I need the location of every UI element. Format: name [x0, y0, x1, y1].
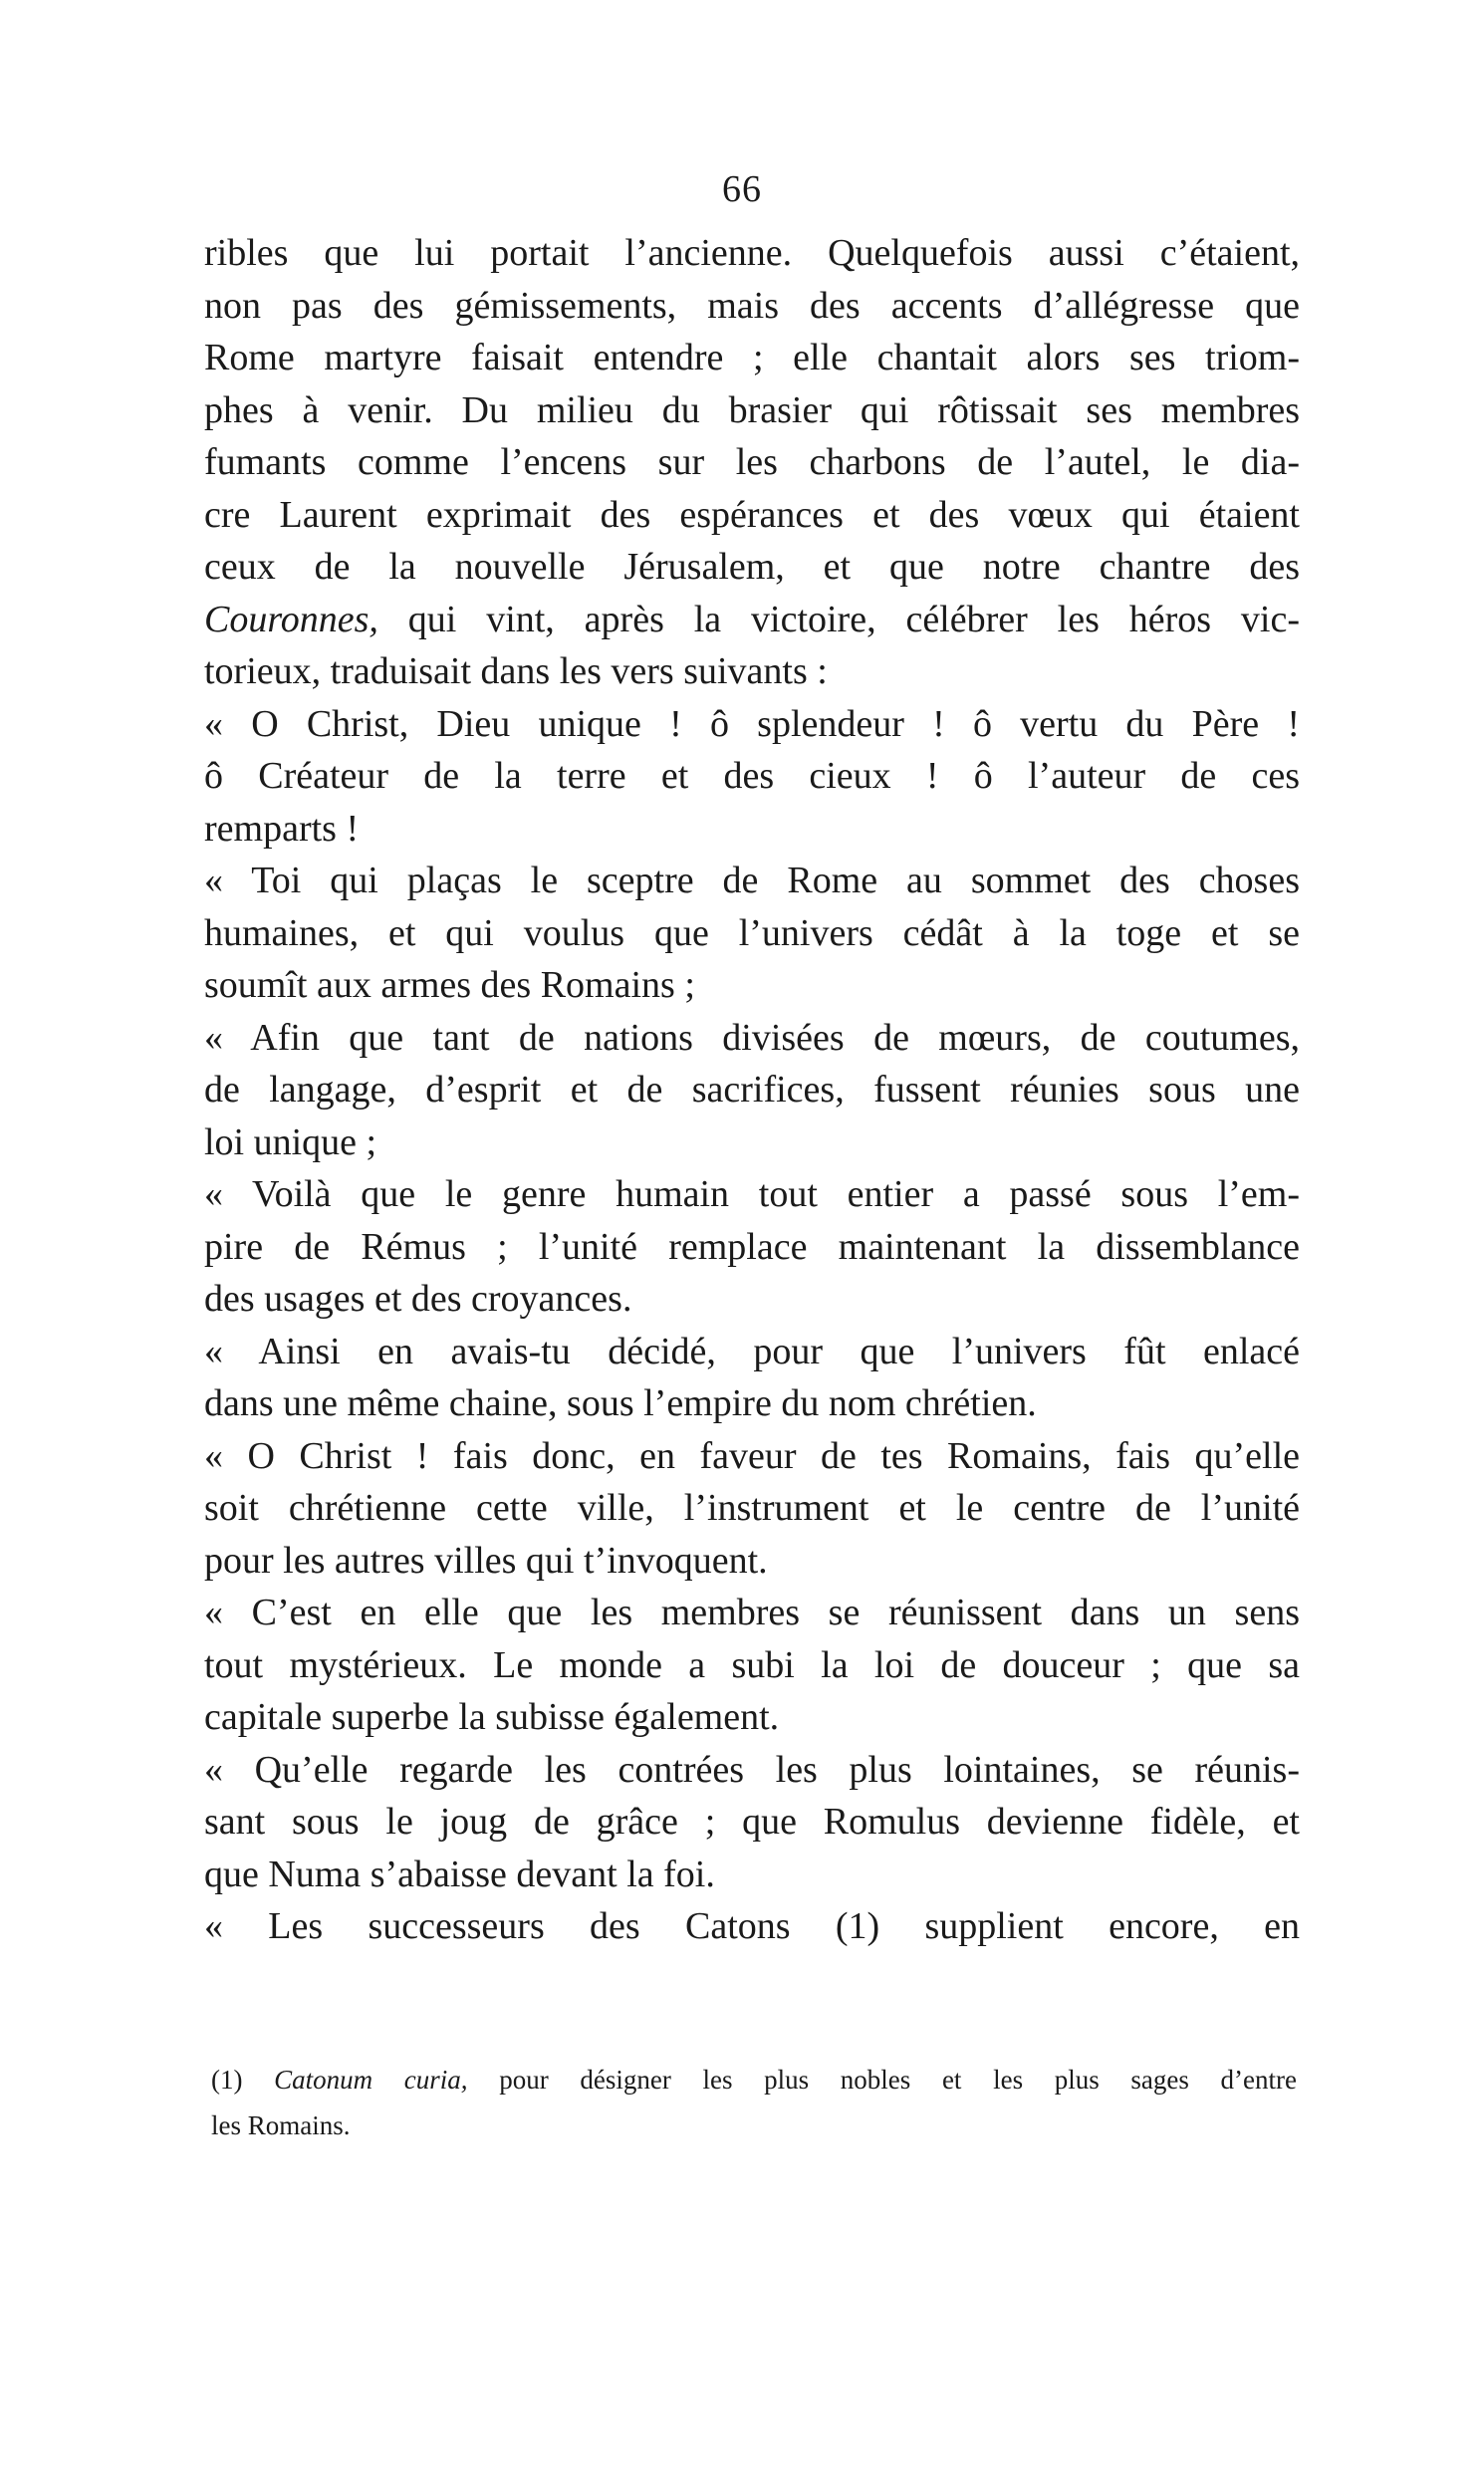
text-line-text: « C’est en elle que les membres se réunissent dans un sens [204, 1592, 1300, 1633]
text-line [204, 1900, 1300, 1953]
text-line-text: tout mystérieux. Le monde a subi la loi de douceur ; que sa [204, 1643, 1300, 1686]
footnote-line [211, 2057, 1297, 2103]
text-line-text: « Voilà que le genre humain tout entier a passé sous l’em- [204, 1173, 1300, 1215]
text-line-text: qui vint, après la victoire, célébrer les héros vic- [377, 598, 1300, 640]
text-line [204, 1744, 1300, 1797]
body-text [204, 227, 1300, 1953]
footnote-line-text: les Romains. [211, 2110, 351, 2140]
text-line-text: « Les successeurs des Catons (1) supplient encore, en [204, 1905, 1300, 1947]
text-line [204, 803, 1300, 856]
text-line-text: phes à venir. Du milieu du brasier qui rôtissait ses membres [204, 388, 1300, 431]
text-line-text: cre Laurent exprimait des espérances et des vœux qui étaient [204, 493, 1300, 536]
text-line [204, 1691, 1300, 1744]
text-line-text: capitale superbe la subisse également. [204, 1696, 780, 1738]
text-line-text: ribles que lui portait l’ancienne. Quelquefois aussi c’étaient, [204, 232, 1300, 274]
text-line-text: pour les autres villes qui t’invoquent. [204, 1539, 768, 1582]
footnote-line-marker: (1) [211, 2065, 275, 2095]
text-line-text: loi unique ; [204, 1120, 377, 1163]
text-line-text: « O Christ ! fais donc, en faveur de tes Romains, fais qu’elle [204, 1434, 1300, 1477]
text-line [204, 436, 1300, 489]
text-line [204, 1482, 1300, 1535]
text-line [204, 750, 1300, 803]
text-line-text: des usages et des croyances. [204, 1278, 632, 1320]
text-line [204, 1064, 1300, 1116]
text-line-text: torieux, traduisait dans les vers suivants : [204, 650, 828, 692]
text-line [204, 1796, 1300, 1849]
footnote-line [211, 2103, 1297, 2148]
text-line-italic: Couronnes, [204, 598, 378, 640]
text-line-text: fumants comme l’encens sur les charbons de l’autel, le dia- [204, 441, 1300, 483]
text-line [204, 1587, 1300, 1639]
text-line [204, 1639, 1300, 1692]
text-line [204, 541, 1300, 594]
footnote-line-italic: Catonum curia, [274, 2065, 468, 2095]
text-line-text: de langage, d’esprit et de sacrifices, fussent réunies sous une [204, 1069, 1300, 1111]
text-line [204, 489, 1300, 542]
text-line [204, 594, 1300, 646]
text-line-text: « Ainsi en avais-tu décidé, pour que l’univers fût enlacé [204, 1330, 1300, 1372]
text-line [204, 1849, 1300, 1901]
text-line-text: dans une même chaine, sous l’empire du nom chrétien. [204, 1382, 1037, 1424]
text-line [204, 280, 1300, 333]
text-line-text: soumît aux armes des Romains ; [204, 964, 695, 1006]
text-line-text: Rome martyre faisait entendre ; elle chantait alors ses triom- [204, 337, 1300, 378]
text-line [204, 1116, 1300, 1169]
text-line [204, 855, 1300, 907]
text-line-text: sant sous le joug de grâce ; que Romulus devienne fidèle, et [204, 1801, 1300, 1843]
text-line [204, 1430, 1300, 1483]
text-line [204, 698, 1300, 751]
text-line-text: ceux de la nouvelle Jérusalem, et que notre chantre des [204, 546, 1300, 588]
text-line-text: non pas des gémissements, mais des accents d’allégresse que [204, 284, 1300, 327]
text-line [204, 1535, 1300, 1588]
text-line-text: « Afin que tant de nations divisées de mœurs, de coutumes, [204, 1016, 1300, 1059]
text-line-text: que Numa s’abaisse devant la foi. [204, 1853, 715, 1895]
footnote-line-text: pour désigner les plus nobles et les plus sages d’entre [467, 2065, 1297, 2095]
text-line [204, 1326, 1300, 1378]
text-line [204, 332, 1300, 384]
text-line-text: ô Créateur de la terre et des cieux ! ô l’auteur de ces [204, 755, 1300, 797]
footnote [211, 2057, 1297, 2148]
text-line [204, 907, 1300, 960]
text-line [204, 1221, 1300, 1274]
text-line [204, 959, 1300, 1012]
text-line-text: soit chrétienne cette ville, l’instrument et le centre de l’unité [204, 1487, 1300, 1529]
text-line [204, 227, 1300, 280]
text-line-text: « O Christ, Dieu unique ! ô splendeur ! ô vertu du Père ! [204, 702, 1300, 745]
text-line [204, 1168, 1300, 1221]
text-line [204, 1012, 1300, 1065]
text-line-text: « Toi qui plaças le sceptre de Rome au sommet des choses [204, 860, 1300, 901]
page-number: 66 [722, 168, 762, 210]
text-line [204, 384, 1300, 437]
text-line [204, 645, 1300, 698]
text-line-text: pire de Rémus ; l’unité remplace maintenant la dissemblance [204, 1225, 1300, 1268]
text-line [204, 1377, 1300, 1430]
text-line [204, 1273, 1300, 1326]
text-line-text: remparts ! [204, 807, 360, 850]
text-line-text: « Qu’elle regarde les contrées les plus lointaines, se réunis- [204, 1748, 1300, 1791]
text-line-text: humaines, et qui voulus que l’univers cédât à la toge et se [204, 911, 1300, 954]
